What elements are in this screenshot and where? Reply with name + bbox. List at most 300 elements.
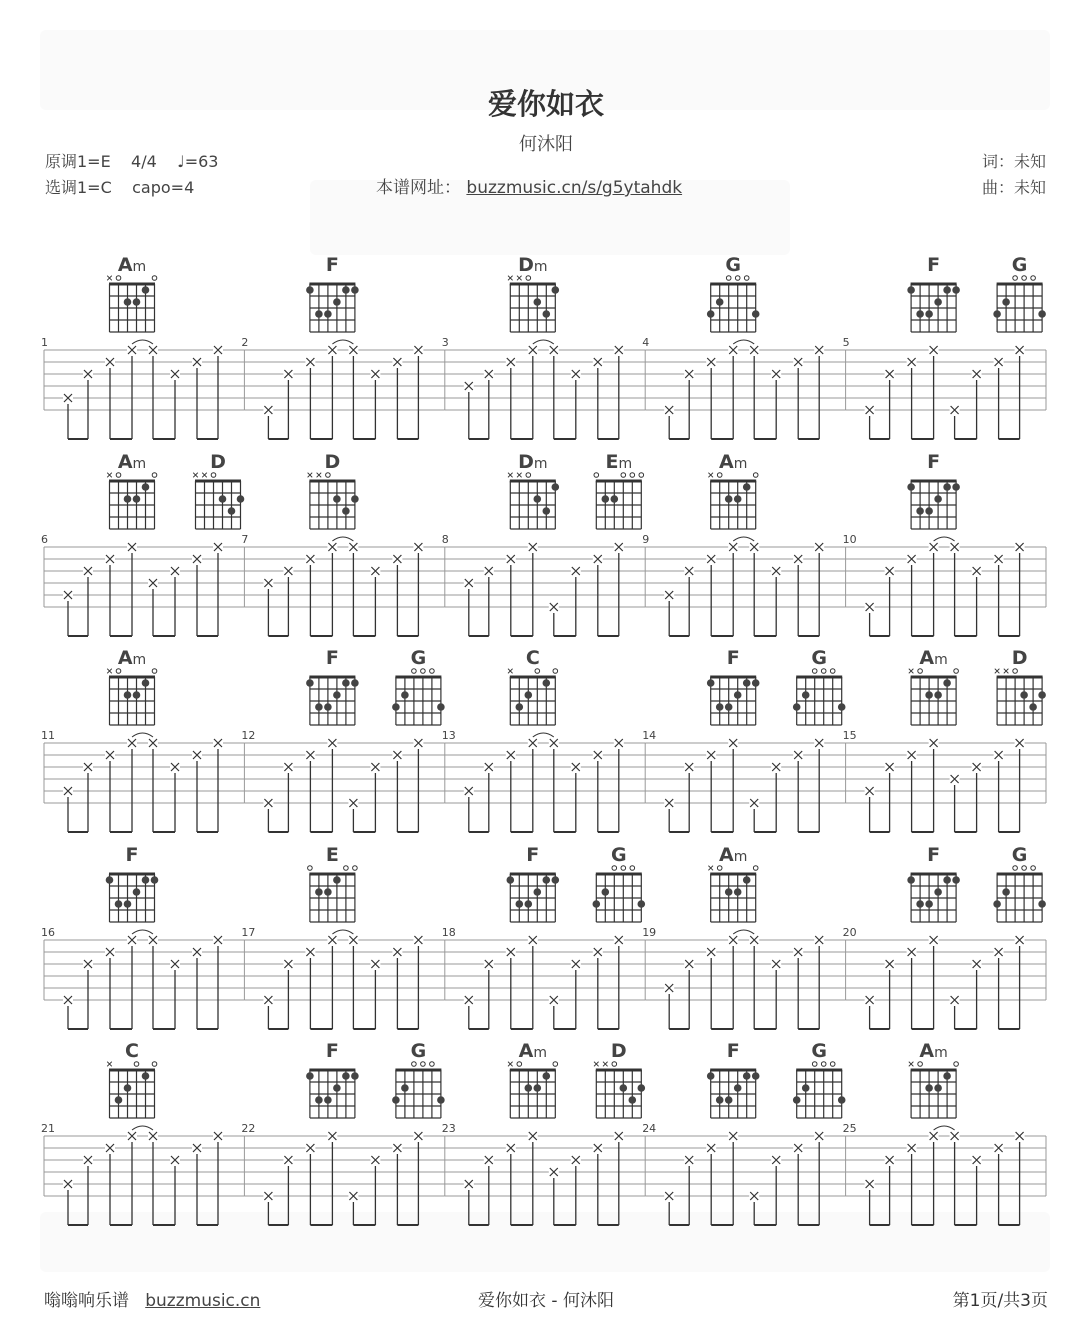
finger-dot (1029, 703, 1037, 711)
muted-string-icon (708, 866, 713, 871)
finger-dot (734, 888, 742, 896)
finger-dot (124, 900, 132, 908)
finger-dot (392, 1096, 400, 1104)
chord-name: Am (719, 844, 748, 866)
chord-diagram-g (707, 254, 760, 332)
finger-dot (237, 495, 245, 503)
measure-number: 6 (41, 533, 48, 546)
muted-string-icon (308, 473, 313, 478)
open-string-icon (412, 669, 417, 674)
open-string-icon (612, 1062, 617, 1067)
chord-name: F (125, 844, 139, 866)
muted-string-icon (107, 473, 112, 478)
open-string-icon (517, 1062, 522, 1067)
finger-dot (525, 900, 533, 908)
open-string-icon (116, 276, 121, 281)
finger-dot (219, 495, 227, 503)
tempo: ♩=63 (177, 152, 219, 171)
finger-dot (629, 1096, 637, 1104)
finger-dot (716, 703, 724, 711)
finger-dot (315, 1096, 323, 1104)
chord-name: D (210, 451, 226, 473)
finger-dot (943, 286, 951, 294)
finger-dot (437, 1096, 445, 1104)
finger-dot (315, 703, 323, 711)
chord-name: F (325, 647, 339, 669)
finger-dot (707, 1072, 715, 1080)
chord-name: G (410, 1040, 427, 1062)
tie (132, 1126, 153, 1130)
open-string-icon (421, 1062, 426, 1067)
measure-number: 5 (842, 336, 850, 349)
finger-dot (802, 1084, 810, 1092)
footer-site-name: 嗡嗡响乐谱 (44, 1291, 129, 1311)
finger-dot (534, 1084, 542, 1092)
measure-number: 12 (241, 729, 256, 742)
finger-dot (543, 679, 551, 687)
tie (332, 340, 353, 344)
finger-dot (342, 679, 350, 687)
chord-name: G (811, 647, 828, 669)
finger-dot (1002, 298, 1010, 306)
measure-number: 14 (642, 729, 657, 742)
open-string-icon (1022, 276, 1027, 281)
finger-dot (716, 298, 724, 306)
finger-dot (934, 888, 942, 896)
selected-key: 选调1=C (45, 178, 112, 197)
finger-dot (543, 507, 551, 515)
finger-dot (943, 483, 951, 491)
finger-dot (725, 1096, 733, 1104)
measure-7 (241, 451, 444, 636)
finger-dot (351, 679, 359, 687)
muted-string-icon (1004, 669, 1009, 674)
finger-dot (934, 1084, 942, 1092)
open-string-icon (308, 866, 313, 871)
finger-dot (993, 900, 1001, 908)
finger-dot (437, 703, 445, 711)
finger-dot (534, 298, 542, 306)
chord-name: Am (117, 451, 147, 473)
open-string-icon (344, 866, 349, 871)
chord-diagram-d (995, 647, 1046, 725)
chord-diagram-f (707, 1040, 760, 1118)
muted-string-icon (508, 276, 513, 281)
open-string-icon (1031, 866, 1036, 871)
finger-dot (993, 310, 1001, 318)
finger-dot (743, 483, 751, 491)
finger-dot (838, 1096, 846, 1104)
measure-number: 15 (842, 729, 857, 742)
measure-number: 4 (642, 336, 650, 349)
finger-dot (907, 483, 915, 491)
chord-name: Am (117, 254, 147, 276)
finger-dot (324, 888, 332, 896)
finger-dot (934, 691, 942, 699)
finger-dot (306, 1072, 314, 1080)
measure-number: 7 (241, 533, 249, 546)
chord-diagram-g (993, 844, 1046, 922)
muted-string-icon (517, 473, 522, 478)
chord-name: G (725, 254, 742, 276)
finger-dot (115, 1096, 123, 1104)
finger-dot (1038, 691, 1046, 699)
tie (733, 340, 754, 344)
finger-dot (1020, 691, 1028, 699)
finger-dot (392, 703, 400, 711)
lyricist: 词：未知 (981, 152, 1046, 171)
measure-21 (41, 1040, 244, 1225)
chord-diagram-am (708, 844, 758, 922)
chord-name: F (927, 254, 941, 276)
finger-dot (838, 703, 846, 711)
finger-dot (333, 876, 341, 884)
open-string-icon (152, 276, 157, 281)
finger-dot (351, 286, 359, 294)
muted-string-icon (107, 276, 112, 281)
finger-dot (142, 876, 150, 884)
chord-diagram-f (907, 254, 960, 332)
footer-song: 爱你如衣 - 何沐阳 (478, 1291, 614, 1311)
measure-23 (442, 1040, 645, 1225)
measure-8 (442, 451, 645, 636)
chord-diagram-f (907, 451, 960, 529)
muted-string-icon (193, 473, 198, 478)
finger-dot (342, 507, 350, 515)
open-string-icon (918, 1062, 923, 1067)
chord-diagram-c (107, 1040, 157, 1118)
finger-dot (333, 691, 341, 699)
chord-diagram-f (907, 844, 960, 922)
finger-dot (342, 1072, 350, 1080)
chord-name: C (525, 647, 540, 669)
chord-diagram-e (308, 844, 358, 922)
measure-number: 19 (642, 926, 657, 939)
chord-name: Am (919, 647, 948, 669)
chord-name: Dm (518, 451, 548, 473)
open-string-icon (535, 669, 540, 674)
open-string-icon (116, 669, 121, 674)
finger-dot (401, 1084, 409, 1092)
measure-11 (41, 647, 244, 832)
muted-string-icon (508, 1062, 513, 1067)
muted-string-icon (909, 1062, 914, 1067)
measure-18 (442, 844, 645, 1029)
chord-name: G (610, 844, 627, 866)
finger-dot (543, 1072, 551, 1080)
finger-dot (324, 310, 332, 318)
chord-diagram-f (306, 254, 359, 332)
finger-dot (351, 495, 359, 503)
measure-12 (241, 647, 444, 832)
open-string-icon (116, 473, 121, 478)
muted-string-icon (594, 1062, 599, 1067)
chord-diagram-am (708, 451, 758, 529)
open-string-icon (526, 473, 531, 478)
finger-dot (516, 900, 524, 908)
chord-name: G (811, 1040, 828, 1062)
open-string-icon (744, 276, 749, 281)
open-string-icon (594, 473, 599, 478)
finger-dot (315, 310, 323, 318)
muted-string-icon (107, 669, 112, 674)
chord-diagram-dm (508, 451, 559, 529)
chord-diagram-d (193, 451, 244, 529)
measure-25 (843, 1040, 1046, 1225)
capo: capo=4 (132, 178, 195, 197)
finger-dot (725, 495, 733, 503)
open-string-icon (1013, 276, 1018, 281)
open-string-icon (1013, 669, 1018, 674)
finger-dot (324, 703, 332, 711)
finger-dot (333, 298, 341, 306)
finger-dot (734, 1084, 742, 1092)
finger-dot (925, 691, 933, 699)
finger-dot (142, 483, 150, 491)
finger-dot (943, 1072, 951, 1080)
original-key: 原调1=E (45, 152, 111, 171)
chord-diagram-g (793, 1040, 846, 1118)
url-label: 本谱网址： (376, 178, 461, 198)
finger-dot (925, 1084, 933, 1092)
measure-number: 8 (441, 533, 449, 546)
finger-dot (620, 1084, 628, 1092)
finger-dot (333, 495, 341, 503)
chord-diagram-f (707, 647, 760, 725)
measure-2 (241, 254, 444, 439)
muted-string-icon (107, 1062, 112, 1067)
chord-diagram-d (594, 1040, 645, 1118)
composer: 曲：未知 (981, 178, 1046, 197)
tie (132, 930, 153, 934)
measure-number: 3 (441, 336, 449, 349)
finger-dot (342, 286, 350, 294)
open-string-icon (152, 669, 157, 674)
finger-dot (793, 703, 801, 711)
chord-diagram-am (909, 647, 959, 725)
open-string-icon (421, 669, 426, 674)
chord-name: G (1011, 254, 1028, 276)
open-string-icon (412, 1062, 417, 1067)
finger-dot (916, 310, 924, 318)
finger-dot (124, 298, 132, 306)
finger-dot (525, 1084, 533, 1092)
time-signature: 4/4 (131, 152, 157, 171)
finger-dot (324, 1096, 332, 1104)
chord-name: G (1011, 844, 1028, 866)
open-string-icon (553, 669, 558, 674)
chord-diagram-g (993, 254, 1046, 332)
tie (934, 537, 955, 541)
open-string-icon (753, 866, 758, 871)
tie (533, 340, 554, 344)
measure-13 (442, 647, 645, 832)
measure-19 (642, 844, 845, 1029)
chord-name: F (927, 451, 941, 473)
measure-number: 18 (441, 926, 456, 939)
muted-string-icon (508, 473, 513, 478)
finger-dot (734, 691, 742, 699)
measure-17 (241, 844, 444, 1029)
measure-number: 16 (41, 926, 55, 939)
tie (132, 733, 153, 737)
chord-diagram-f (507, 844, 560, 922)
open-string-icon (630, 866, 635, 871)
open-string-icon (918, 669, 923, 674)
finger-dot (306, 286, 314, 294)
chord-name: Am (919, 1040, 948, 1062)
open-string-icon (1031, 276, 1036, 281)
measure-6 (41, 451, 244, 636)
muted-string-icon (202, 473, 207, 478)
finger-dot (133, 495, 141, 503)
finger-dot (916, 900, 924, 908)
open-string-icon (526, 276, 531, 281)
open-string-icon (430, 1062, 435, 1067)
song-title: 爱你如衣 (487, 87, 604, 121)
finger-dot (952, 286, 960, 294)
measure-20 (843, 844, 1046, 1029)
open-string-icon (753, 473, 758, 478)
finger-dot (306, 679, 314, 687)
finger-dot (716, 1096, 724, 1104)
chord-diagram-f (306, 1040, 359, 1118)
finger-dot (611, 495, 619, 503)
measure-number: 13 (441, 729, 456, 742)
chord-name: E (325, 844, 339, 866)
finger-dot (142, 286, 150, 294)
chord-name: F (526, 844, 540, 866)
open-string-icon (954, 1062, 959, 1067)
finger-dot (752, 310, 760, 318)
chord-diagram-dm (508, 254, 559, 332)
chord-name: Am (719, 451, 748, 473)
finger-dot (638, 1084, 646, 1092)
measure-number: 25 (842, 1122, 857, 1135)
open-string-icon (717, 473, 722, 478)
finger-dot (907, 876, 915, 884)
finger-dot (124, 495, 132, 503)
measure-14 (642, 647, 845, 832)
chord-diagram-f (106, 844, 159, 922)
tie (733, 930, 754, 934)
open-string-icon (621, 473, 626, 478)
muted-string-icon (317, 473, 322, 478)
tie (733, 537, 754, 541)
measure-number: 21 (41, 1122, 55, 1135)
chord-diagram-em (594, 451, 644, 529)
finger-dot (133, 298, 141, 306)
finger-dot (602, 495, 610, 503)
chord-name: F (927, 844, 941, 866)
finger-dot (802, 691, 810, 699)
chord-diagram-g (593, 844, 646, 922)
chord-name: Dm (518, 254, 548, 276)
finger-dot (925, 507, 933, 515)
chord-name: Am (518, 1040, 547, 1062)
finger-dot (133, 888, 141, 896)
score-url-link[interactable]: buzzmusic.cn/s/g5ytahdk (466, 178, 683, 198)
muted-string-icon (909, 669, 914, 674)
finger-dot (228, 507, 236, 515)
open-string-icon (821, 1062, 826, 1067)
muted-string-icon (708, 473, 713, 478)
finger-dot (952, 876, 960, 884)
measure-24 (642, 1040, 845, 1225)
open-string-icon (152, 473, 157, 478)
finger-dot (934, 495, 942, 503)
chord-name: F (726, 1040, 740, 1062)
finger-dot (734, 495, 742, 503)
measure-number: 22 (241, 1122, 256, 1135)
finger-dot (1038, 900, 1046, 908)
open-string-icon (553, 1062, 558, 1067)
finger-dot (943, 679, 951, 687)
finger-dot (115, 900, 123, 908)
measure-1 (41, 254, 244, 439)
finger-dot (534, 888, 542, 896)
open-string-icon (134, 1062, 139, 1067)
finger-dot (952, 483, 960, 491)
open-string-icon (830, 1062, 835, 1067)
chord-name: D (324, 451, 341, 473)
footer-site-link[interactable]: buzzmusic.cn (145, 1291, 261, 1311)
finger-dot (1038, 310, 1046, 318)
chord-diagram-am (107, 647, 157, 725)
finger-dot (552, 876, 560, 884)
finger-dot (516, 703, 524, 711)
finger-dot (543, 310, 551, 318)
tie (533, 733, 554, 737)
chord-diagram-am (508, 1040, 558, 1118)
measure-16 (41, 844, 244, 1029)
finger-dot (916, 507, 924, 515)
measure-number: 23 (441, 1122, 456, 1135)
finger-dot (943, 876, 951, 884)
open-string-icon (821, 669, 826, 674)
muted-string-icon (508, 669, 513, 674)
chord-name: Em (605, 451, 633, 473)
open-string-icon (812, 669, 817, 674)
open-string-icon (326, 473, 331, 478)
open-string-icon (639, 473, 644, 478)
finger-dot (534, 495, 542, 503)
finger-dot (151, 876, 159, 884)
measure-number: 17 (241, 926, 256, 939)
open-string-icon (152, 1062, 157, 1067)
chord-name: Am (117, 647, 147, 669)
open-string-icon (1013, 866, 1018, 871)
measure-number: 10 (842, 533, 857, 546)
finger-dot (725, 703, 733, 711)
tie (332, 930, 353, 934)
measure-5 (843, 254, 1046, 439)
open-string-icon (621, 866, 626, 871)
measure-9 (642, 451, 845, 636)
chord-diagram-g (793, 647, 846, 725)
chord-diagram-c (508, 647, 558, 725)
open-string-icon (211, 473, 216, 478)
chord-diagram-f (306, 647, 359, 725)
finger-dot (1002, 888, 1010, 896)
chord-name: C (125, 1040, 139, 1062)
open-string-icon (830, 669, 835, 674)
measure-number: 20 (842, 926, 857, 939)
finger-dot (124, 1084, 132, 1092)
finger-dot (507, 876, 515, 884)
finger-dot (638, 900, 646, 908)
finger-dot (743, 1072, 751, 1080)
